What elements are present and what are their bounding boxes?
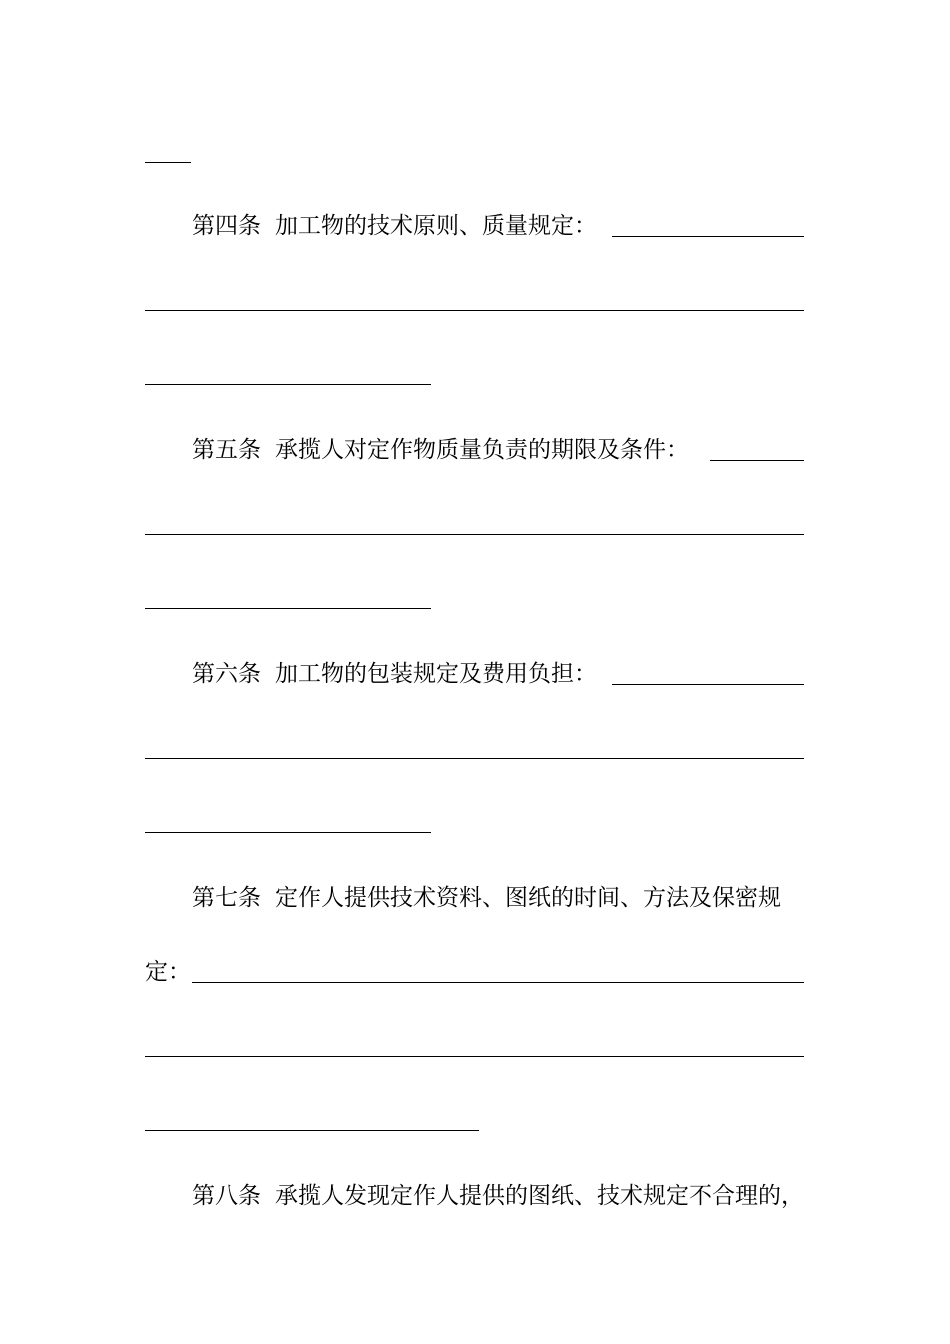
article-4-title: 加工物的技术原则、质量规定： xyxy=(275,213,597,239)
article-4 xyxy=(192,211,597,241)
article-7-number: 第七条 xyxy=(192,885,261,911)
blank-line xyxy=(145,1056,804,1057)
blank-line xyxy=(145,162,191,163)
article-7-continuation: 定： xyxy=(145,959,191,985)
article-8-number: 第八条 xyxy=(192,1183,261,1209)
article-4-number: 第四条 xyxy=(192,213,261,239)
article-7 xyxy=(192,883,781,913)
blank-line xyxy=(192,982,804,983)
article-7-title: 定作人提供技术资料、图纸的时间、方法及保密规 xyxy=(275,885,781,911)
blank-line xyxy=(145,608,431,609)
blank-line xyxy=(145,310,804,311)
article-6-title: 加工物的包装规定及费用负担： xyxy=(275,661,597,687)
article-6 xyxy=(192,659,597,689)
article-6-number: 第六条 xyxy=(192,661,261,687)
blank-line xyxy=(145,758,804,759)
blank-line xyxy=(612,236,804,237)
article-8-title: 承揽人发现定作人提供的图纸、技术规定不合理的， xyxy=(275,1183,804,1209)
blank-line xyxy=(710,460,804,461)
blank-line xyxy=(612,684,804,685)
blank-line xyxy=(145,1130,479,1131)
blank-line xyxy=(145,534,804,535)
article-5-title: 承揽人对定作物质量负责的期限及条件： xyxy=(275,437,689,463)
article-8 xyxy=(192,1181,804,1211)
article-5-number: 第五条 xyxy=(192,437,261,463)
blank-line xyxy=(145,832,431,833)
blank-line xyxy=(145,384,431,385)
article-5 xyxy=(192,435,689,465)
